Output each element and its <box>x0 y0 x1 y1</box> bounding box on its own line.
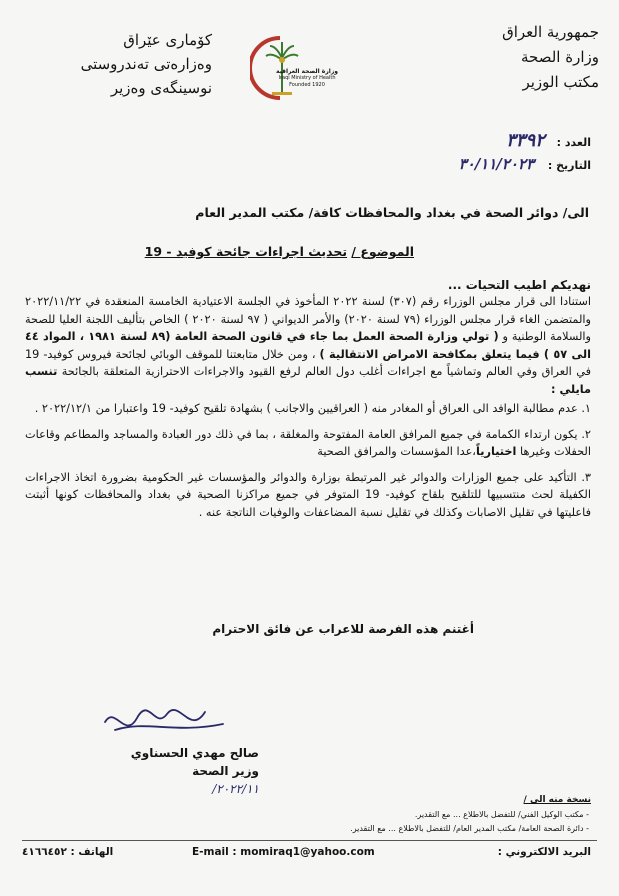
footer-phone-value: ٤١٦٦٤٥٢ <box>22 846 67 858</box>
cc-line-1: - مكتب الوكيل الفني/ للتفضل بالاطلاع ... مع التقدير. <box>414 810 589 819</box>
subject-text: تحديث اجراءات جائحة كوفيد - 19 <box>144 244 348 259</box>
ref-number-value: ٣٣٩٢ <box>506 130 545 151</box>
header-kurdish-country: كۆماری عێراق <box>123 31 212 49</box>
addressee: الى/ دوائر الصحة في بغداد والمحافظات كافة/ مكتب المدير العام <box>195 205 589 220</box>
cc-title: نسخة منه الى / <box>523 795 591 805</box>
letter-body <box>25 293 591 521</box>
header-kurdish-office: نوسینگەی وەزیر <box>110 79 212 97</box>
footer-divider <box>22 840 597 841</box>
footer-phone <box>22 846 113 858</box>
header-ministry: وزارة الصحة <box>521 48 599 66</box>
footer-email[interactable]: E-mail : momiraq1@yahoo.com <box>192 846 375 858</box>
greeting: نهديكم اطيب التحيات ... <box>447 278 591 292</box>
logo-caption-english: Iraqi Ministry of Health <box>278 75 336 81</box>
signatory-name: صالح مهدي الحسناوي <box>130 746 259 760</box>
signature-block <box>89 744 259 798</box>
ref-date-label: التاريخ : <box>547 159 591 172</box>
closing: أغتنم هذه الفرصة للاعراب عن فائق الاحترام <box>212 622 474 636</box>
body-para1-tail: ، ومن خلال متابعتنا للموقف الوبائي لجائحة فيروس كوفيد- 19 في العراق وفي العالم وتماشياً مع اجراءات أغلب دول العالم لرفع القيود والاجراءات الاحترازية المتعلقة بالجائحة <box>25 347 592 378</box>
signature-date: ٢٠٢٢/١١/ <box>212 782 259 796</box>
body-item-2 <box>25 426 591 461</box>
ref-date-row <box>459 155 591 173</box>
header-country: جمهورية العراق <box>502 23 599 41</box>
body-item2-bold: اختيارياً <box>475 445 517 458</box>
footer <box>22 846 591 864</box>
ref-number-label: العدد : <box>556 136 591 149</box>
logo-caption-founded: Founded 1920 <box>289 82 325 88</box>
body-para1-bold: ( تولي وزارة الصحة العمل بما جاء في قانون الصحة العامة (٨٩ لسنة ١٩٨١ ، المواد ٤٤ الى ٥٧ ) فيما يتعلق بمكافحة الامراض الانتقالية ) <box>25 330 592 361</box>
subject-line <box>145 244 414 259</box>
logo-caption <box>262 68 352 89</box>
subject-label: الموضوع / <box>351 244 414 259</box>
body-item2-b: ،عدا المؤسسات والمرافق الصحية <box>317 445 476 458</box>
ref-date-value: ٣٠/١١/٢٠٢٣ <box>458 155 535 173</box>
ref-number-row <box>506 130 591 151</box>
logo-caption-arabic: وزارة الصحة العراقية <box>275 68 339 75</box>
footer-email-label: البريد الالكتروني : <box>497 846 591 858</box>
body-item-3: ٣. التأكيد على جميع الوزارات والدوائر غير المرتبطة بوزارة والدوائر والمؤسسات غير الحكومية بضرورة اتخاذ الاجراءات الكفيلة لحث منتسبيها للتلقيح بلقاح كوفيد- 19 المتوفر في جميع مراكزنا الصحية في بغداد والمحافظات كونها أثبتت فاعليتها في تقليل الاصابات وكذلك في تقليل نسبة المضاعفات والوفيات الناتجة عنه . <box>25 470 591 519</box>
header-kurdish <box>22 28 212 100</box>
cc-line-2: - دائرة الصحة العامة/ مكتب المدير العام/ للتفضل بالاطلاع ... مع التقدير. <box>350 824 589 833</box>
body-item2-a: ٢. يكون ارتداء الكمامة في جميع المرافق العامة المفتوحة والمغلقة ، بما في ذلك دور العبادة والمساجد والمطاعم وقاعات الحفلات وغيرها <box>25 427 591 458</box>
header-office: مكتب الوزير <box>522 73 599 91</box>
body-item-1: ١. عدم مطالبة الوافد الى العراق أو المغادر منه ( العراقيين والاجانب ) بشهادة تلقيح كوفيد- 19 واعتبارا من ٢٠٢٢/١٢/١ . <box>34 402 591 415</box>
footer-phone-label: الهاتف : <box>70 846 114 858</box>
header-arabic <box>429 20 599 95</box>
header-kurdish-ministry: وەزارەتی تەندروستی <box>80 55 212 73</box>
body-paragraph <box>25 293 591 398</box>
signature-scribble-icon <box>95 700 235 750</box>
body-para1: استنادا الى قرار مجلس الوزراء رقم (٣٠٧) لسنة ٢٠٢٢ المأخوذ في الجلسة الاعتيادية الخامسة المنعقدة في ٢٠٢٢/١١/٢٢ والمتضمن الغاء قرار مجلس الوزراء (٧٩ لسنة ٢٠٢٠) والأمر الديواني ( ٩٧ لسنة ٢٠٢٠ ) الخاص بتأليف اللجنة العليا للصحة والسلامة الوطنية و <box>25 295 591 343</box>
body-para1-end: تنسب مايلي : <box>25 365 591 396</box>
signatory-title: وزير الصحة <box>192 764 259 778</box>
